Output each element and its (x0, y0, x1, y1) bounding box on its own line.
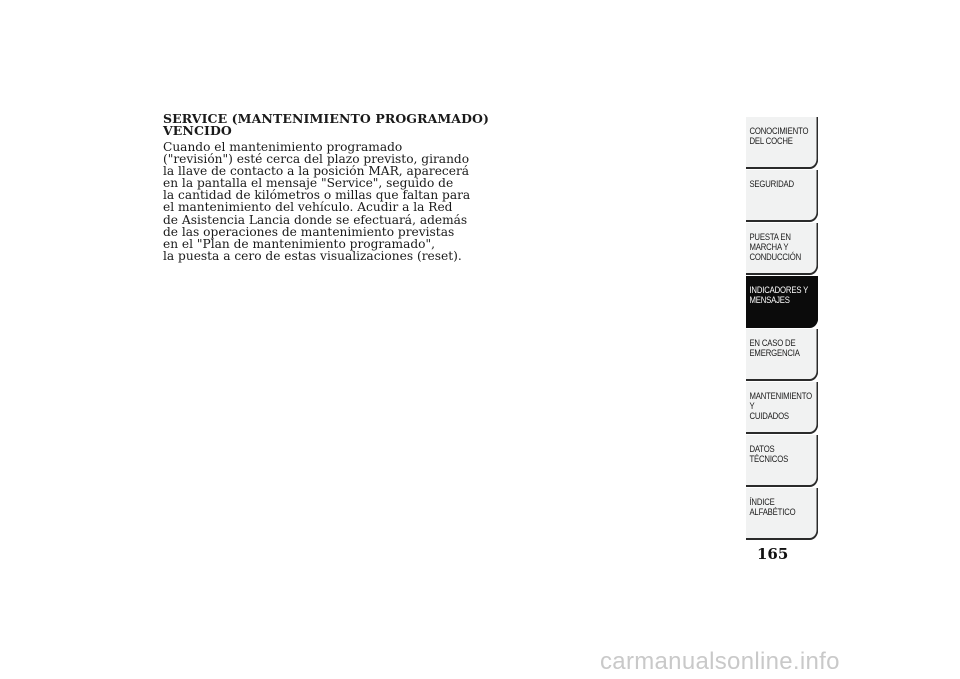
tab-label: CONOCIMIENTO DEL COCHE (749, 126, 809, 146)
section-heading-line: SERVICE (MANTENIMIENTO PROGRAMADO) (163, 111, 490, 126)
section-body (163, 140, 471, 263)
page-number: 165 (757, 545, 789, 563)
body-line: la llave de contacto a la posición MAR, aparecerá (163, 164, 470, 179)
body-line: el mantenimiento del vehículo. Acudir a la Red (163, 200, 453, 215)
body-line: ("revisión") esté cerca del plazo previsto, girando (163, 152, 470, 167)
tab-en-caso-de-emergencia[interactable] (746, 329, 818, 381)
tab-label: MANTENIMIENTO Y CUIDADOS (749, 391, 813, 421)
watermark: carmanualsonline.info (600, 648, 840, 675)
body-line: de Asistencia Lancia donde se efectuará, además (163, 212, 468, 227)
tab-label: PUESTA EN MARCHA Y CONDUCCIÓN (749, 232, 802, 262)
tab-puesta-en-marcha[interactable] (746, 223, 818, 275)
section-heading-line: VENCIDO (163, 123, 232, 138)
tab-indicadores-y-mensajes[interactable] (746, 276, 818, 328)
section-heading (163, 111, 490, 138)
body-line: la cantidad de kilómetros o millas que faltan para (163, 188, 471, 203)
tab-label: DATOS TÉCNICOS (749, 444, 789, 464)
tab-label: INDICADORES Y MENSAJES (749, 285, 809, 305)
tab-seguridad[interactable] (746, 170, 818, 222)
body-line: en la pantalla el mensaje "Service", seguido de (163, 176, 454, 191)
body-line: en el "Plan de mantenimiento programado", (163, 236, 435, 251)
tab-label: ÍNDICE ALFABÉTICO (749, 497, 796, 517)
tab-conocimiento-del-coche[interactable] (746, 117, 818, 169)
tab-label: SEGURIDAD (749, 179, 794, 189)
chapter-tabs (746, 117, 818, 541)
tab-mantenimiento-y-cuidados[interactable] (746, 382, 818, 434)
body-line: Cuando el mantenimiento programado (163, 140, 403, 154)
tab-label: EN CASO DE EMERGENCIA (749, 338, 800, 358)
body-line: la puesta a cero de estas visualizaciones (reset). (163, 248, 462, 263)
tab-datos-tecnicos[interactable] (746, 435, 818, 487)
tab-indice-alfabetico[interactable] (746, 488, 818, 540)
body-line: de las operaciones de mantenimiento previstas (163, 224, 455, 239)
manual-section (163, 111, 490, 263)
